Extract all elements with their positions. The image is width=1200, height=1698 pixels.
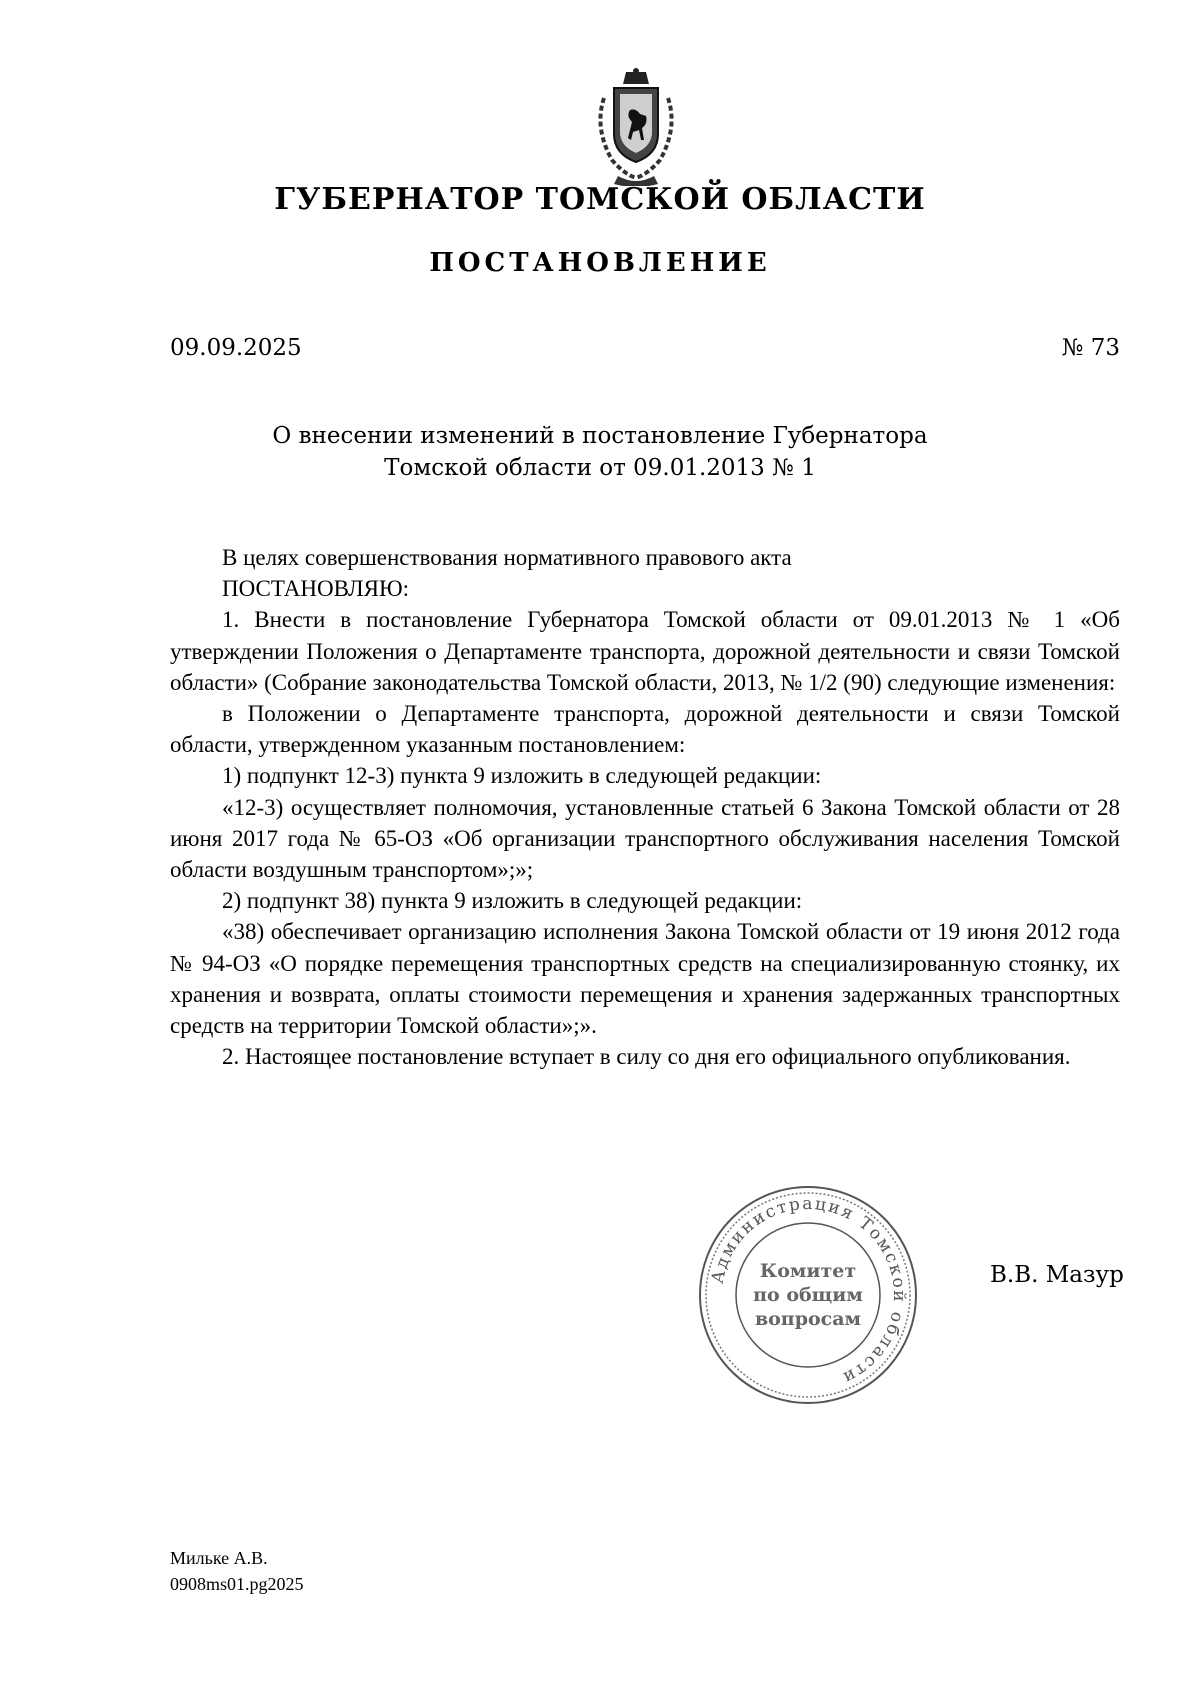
document-type-title: ПОСТАНОВЛЕНИЕ <box>429 248 771 278</box>
stamp-ring-text: Администрация Томской области <box>707 1193 910 1389</box>
body-paragraph: 2) подпункт 38) пункта 9 изложить в следующей редакции: <box>222 888 803 914</box>
stamp-center-text: вопросам <box>754 1308 862 1330</box>
stamp-center-text: по общим <box>753 1284 863 1306</box>
official-stamp <box>696 1183 920 1407</box>
signatory-name: В.В. Мазур <box>990 1262 1124 1288</box>
document-date: 09.09.2025 <box>170 335 302 361</box>
subject-line: О внесении изменений в постановление Губернатора <box>272 423 928 449</box>
file-code: 0908ms01.pg2025 <box>170 1574 304 1594</box>
body-paragraph: «38) обеспечивает организацию исполнения Закона Томской области от 19 июня 2012 года № 94-ОЗ «О порядке перемещения транспортных средств на специализированную стоянку, их хранения и возврата, оплаты стоимости перемещения и хранения задержанных транспортных средств на территории Томской области»;». <box>170 919 1120 1039</box>
executor-name: Мильке А.В. <box>170 1548 268 1568</box>
body-paragraph: 1. Внести в постановление Губернатора Томской области от 09.01.2013 № 1 «Об утверждении Положения о Департаменте транспорта, дорожной деятельности и связи Томской области» (Собрание законодательства Томской области, 2013, № 1/2 (90) следующие изменения: <box>170 607 1120 695</box>
document-footer <box>170 1545 304 1597</box>
subject-line: Томской области от 09.01.2013 № 1 <box>384 455 816 481</box>
document-subject <box>0 420 1200 484</box>
body-paragraph: 2. Настоящее постановление вступает в силу со дня его официального опубликования. <box>222 1044 1071 1070</box>
body-paragraph: ПОСТАНОВЛЯЮ: <box>222 576 410 602</box>
body-paragraph: в Положении о Департаменте транспорта, дорожной деятельности и связи Томской области, утвержденном указанным постановлением: <box>170 701 1120 758</box>
issuing-authority-title: ГУБЕРНАТОР ТОМСКОЙ ОБЛАСТИ <box>274 182 926 217</box>
document-number: № 73 <box>1061 335 1120 361</box>
body-paragraph: «12-3) осуществляет полномочия, установленные статьей 6 Закона Томской области от 28 июня 2017 года № 65-ОЗ «Об организации транспортного обслуживания населения Томской области воздушным транспортом»;»; <box>170 794 1120 883</box>
body-paragraph: В целях совершенствования нормативного правового акта <box>222 545 792 570</box>
document-body <box>170 542 1120 1072</box>
tomsk-coat-of-arms-icon <box>580 68 692 186</box>
body-paragraph: 1) подпункт 12-3) пункта 9 изложить в следующей редакции: <box>222 763 822 789</box>
stamp-center-text: Комитет <box>759 1260 857 1282</box>
